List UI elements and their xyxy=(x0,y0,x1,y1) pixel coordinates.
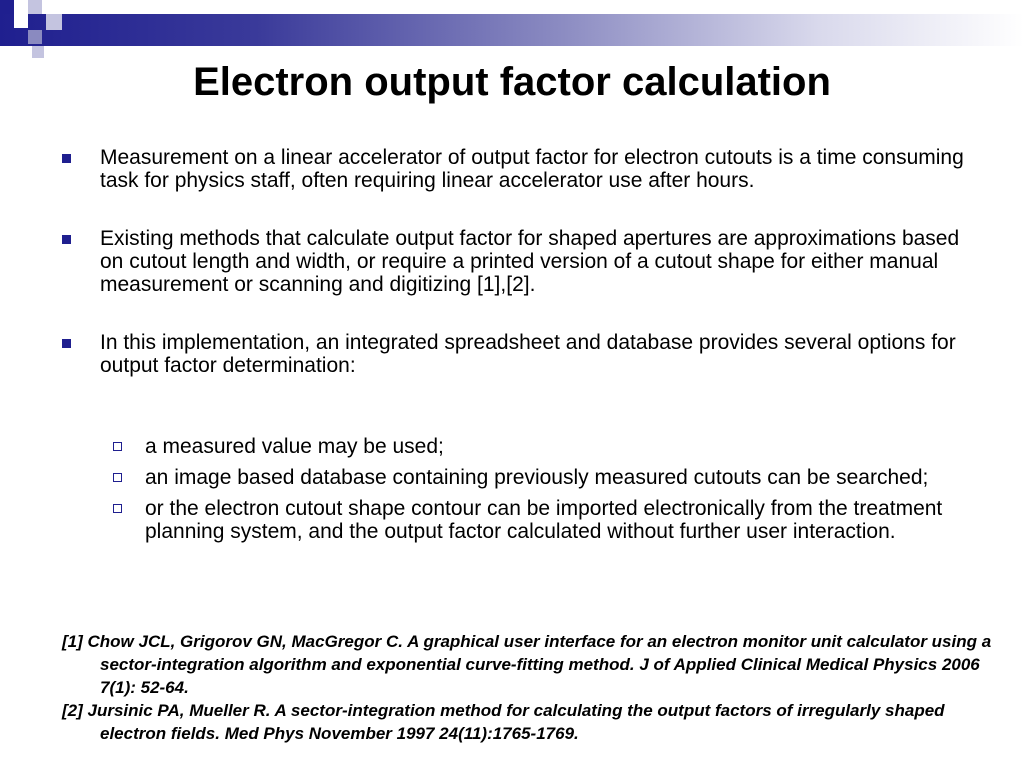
sub-bullet-item xyxy=(112,435,972,458)
bullet-text: Existing methods that calculate output factor for shaped apertures are approximations based on cutout length and width, or require a printed version of a cutout shape for either manual measurement or scanning and digitizing [1],[2]. xyxy=(100,227,960,296)
hollow-square-bullet-icon xyxy=(113,504,122,513)
header-gradient-bar xyxy=(0,14,1024,46)
sub-bullet-item xyxy=(112,497,972,543)
sub-bullet-text: or the electron cutout shape contour can be imported electronically from the treatment planning system, and the output factor calculated without further user interaction. xyxy=(145,497,943,543)
bullet-text: Measurement on a linear accelerator of output factor for electron cutouts is a time consuming task for physics staff, often requiring linear accelerator use after hours. xyxy=(100,146,964,192)
corner-decoration-square xyxy=(0,0,14,14)
hollow-square-bullet-icon xyxy=(113,473,122,482)
bullet-list xyxy=(60,146,970,412)
corner-decoration-square xyxy=(62,0,76,14)
square-bullet-icon xyxy=(62,339,71,348)
reference-item: [2] Jursinic PA, Mueller R. A sector-integration method for calculating the output factors of irregularly shaped electron fields. Med Phys November 1997 24(11):1765-1769. xyxy=(62,701,945,743)
slide-title: Electron output factor calculation xyxy=(193,60,831,104)
corner-decoration-square xyxy=(14,0,28,14)
square-bullet-icon xyxy=(62,154,71,163)
corner-decoration-square xyxy=(46,14,62,30)
bullet-item xyxy=(60,331,970,377)
corner-decoration-square xyxy=(28,30,42,44)
bullet-item xyxy=(60,227,970,296)
sub-bullet-text: a measured value may be used; xyxy=(145,435,444,458)
corner-decoration-square xyxy=(14,14,28,28)
reference-item: [1] Chow JCL, Grigorov GN, MacGregor C. A graphical user interface for an electron monitor unit calculator using a sector-integration algorithm and exponential curve-fitting method. J of Applied Clinical Medical Physics 2006 7(1): 52-64. xyxy=(62,632,992,697)
bullet-text: In this implementation, an integrated spreadsheet and database provides several options for output factor determination: xyxy=(100,331,956,377)
corner-decoration-square xyxy=(28,0,42,14)
bullet-item xyxy=(60,146,970,192)
sub-bullet-text: an image based database containing previously measured cutouts can be searched; xyxy=(145,466,929,489)
references xyxy=(62,630,1012,745)
square-bullet-icon xyxy=(62,235,71,244)
sub-bullet-list xyxy=(112,435,972,551)
hollow-square-bullet-icon xyxy=(113,442,122,451)
sub-bullet-item xyxy=(112,466,972,489)
